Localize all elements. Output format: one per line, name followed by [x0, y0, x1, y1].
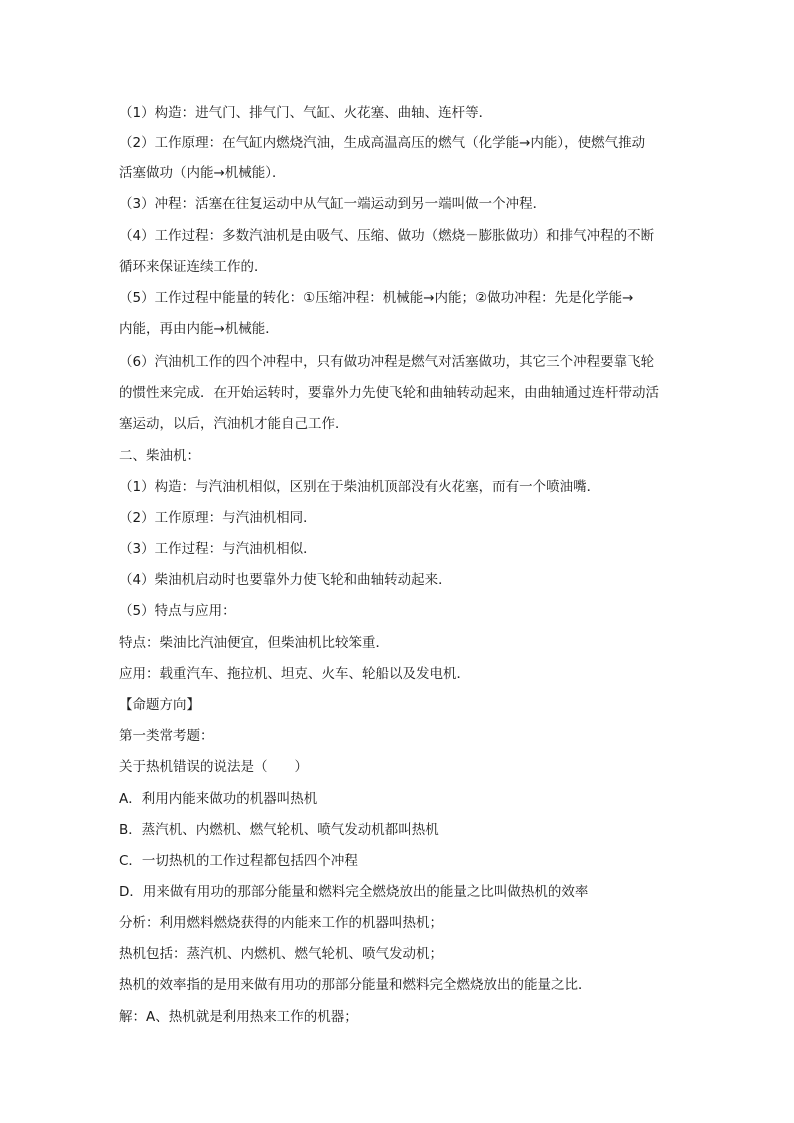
section-heading: 【命题方向】	[119, 697, 200, 713]
question-stem: 关于热机错误的说法是（ ）	[119, 759, 308, 775]
text-line: 应用：载重汽车、拖拉机、坦克、火车、轮船以及发电机．	[119, 666, 470, 682]
text-line: （5）特点与应用：	[119, 603, 236, 619]
text-line: （3）工作过程：与汽油机相似．	[119, 541, 317, 557]
text-line: （2）工作原理：在气缸内燃烧汽油，生成高温高压的燃气（化学能→内能），使燃气推动	[119, 135, 646, 151]
text-line: （4）工作过程：多数汽油机是由吸气、压缩、做功（燃烧－膨胀做功）和排气冲程的不断	[119, 228, 655, 244]
option-b: B．蒸汽机、内燃机、燃气轮机、喷气发动机都叫热机	[119, 822, 439, 838]
text-line: 热机包括：蒸汽机、内燃机、燃气轮机、喷气发动机；	[119, 946, 443, 962]
text-line: 第一类常考题：	[119, 728, 214, 744]
option-a: A．利用内能来做功的机器叫热机	[119, 791, 318, 807]
text-line: （1）构造：与汽油机相似，区别在于柴油机顶部没有火花塞，而有一个喷油嘴．	[119, 479, 601, 495]
text-line: （4）柴油机启动时也要靠外力使飞轮和曲轴转动起来．	[119, 572, 452, 588]
text-line: 热机的效率指的是用来做有用功的那部分能量和燃料完全燃烧放出的能量之比．	[119, 977, 592, 993]
text-line: （2）工作原理：与汽油机相同．	[119, 510, 317, 526]
text-line: 特点：柴油比汽油便宜，但柴油机比较笨重．	[119, 635, 389, 651]
text-line: （5）工作过程中能量的转化：①压缩冲程：机械能→内能；②做功冲程：先是化学能→	[119, 290, 634, 306]
option-d: D．用来做有用功的那部分能量和燃料完全燃烧放出的能量之比叫做热机的效率	[119, 884, 589, 900]
text-line: （6）汽油机工作的四个冲程中，只有做功冲程是燃气对活塞做功，其它三个冲程要靠飞轮	[119, 354, 655, 370]
text-line: 循环来保证连续工作的．	[119, 259, 268, 275]
text-line: （1）构造：进气门、排气门、气缸、火花塞、曲轴、连杆等．	[119, 105, 493, 121]
text-line: 活塞做功（内能→机械能）．	[119, 165, 286, 181]
text-line: 内能，再由内能→机械能．	[119, 321, 279, 337]
text-line: 的惯性来完成．在开始运转时，要靠外力先使飞轮和曲轴转动起来，由曲轴通过连杆带动活	[119, 385, 659, 401]
option-c: C．一切热机的工作过程都包括四个冲程	[119, 853, 358, 869]
section-heading: 二、柴油机：	[119, 448, 200, 464]
text-line: 解：A、热机就是利用热来工作的机器；	[119, 1009, 358, 1025]
text-line: 分析：利用燃料燃烧获得的内能来工作的机器叫热机；	[119, 915, 443, 931]
text-line: （3）冲程：活塞在往复运动中从气缸一端运动到另一端叫做一个冲程．	[119, 196, 547, 212]
text-line: 塞运动，以后，汽油机才能自己工作．	[119, 416, 349, 432]
